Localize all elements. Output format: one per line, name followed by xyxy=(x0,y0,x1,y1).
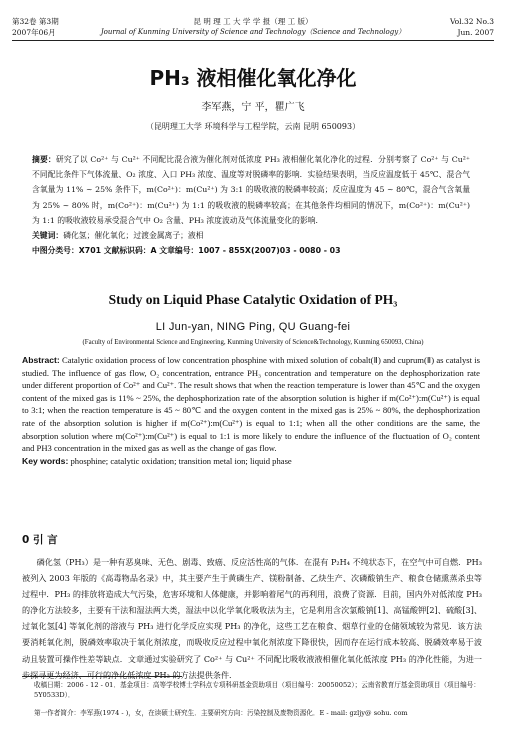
abstract-text-en: Catalytic oxidation process of low concentration phosphine with mixed solution of cobalt(Ⅱ) and cuprum(Ⅱ) as catalyst is studied. The influence of gas flow, O₂ concentration, entrance PH₃ concentration and temperature on the dephosphorization rate under different proportion of Co²⁺ and Cu²⁺. The result shows that when the reaction temperature is lower than 45℃ and the oxygen content of the mixed gas is 11% ~ 25%, the dephosphorization rate of the absorption solution is higher if m(Co²⁺):m(Cu²⁺) is equal to 3:1; when the reaction temperature is 45 ~ 80℃ and the oxygen content in the mixed gas is 25% ~ 80%, the dephosphorization rate of the absorption solution is higher if m(Co²⁺):m(Cu²⁺) is equal to 1:1; when all the other conditions are the same, the absorption solution where m(Co²⁺):m(Cu²⁺) is equal to 1:1 is more likely to endure the influence of the fluctuation of O₂ content and PH3 concentration in the mixed gas as well as the change of gas flow. xyxy=(22,355,480,454)
footnote-author-info: 第一作者简介：李军燕(1974 - )，女，在读硕士研究生．主要研究方向：污染控制及废物资源化．E - mail: gzljy@ sohu. com xyxy=(34,709,408,717)
keywords-en: phosphine; catalytic oxidation; transition metal ion; liquid phase xyxy=(70,455,292,466)
abstract-cn xyxy=(32,152,470,258)
article-title-en: Study on Liquid Phase Catalytic Oxidation of PH₃ xyxy=(108,292,398,307)
abstract-en xyxy=(22,354,480,467)
keywords-cn: 磷化氢；催化氧化；过渡金属离子；液相 xyxy=(63,231,204,241)
header-rule xyxy=(12,40,494,41)
section-heading: 0 引 言 xyxy=(22,534,58,546)
date-cn: 2007年06月 xyxy=(12,28,56,37)
abstract-label-en: Abstract: xyxy=(22,355,60,365)
date-en: Jun. 2007 xyxy=(457,28,494,37)
classification-cn: 中图分类号：X701 文献标识码：A 文章编号：1007 - 855X(2007)03 - 0080 - 03 xyxy=(32,246,341,256)
keywords-label-en: Key words: xyxy=(22,455,69,466)
volume-issue-cn: 第32卷 第3期 xyxy=(12,17,59,26)
intro-paragraph: 磷化氢（PH₃）是一种有恶臭味、无色、剧毒、致癌、反应活性高的气体．在混有 P₂H₄ 不纯状态下，在空气中可自燃．PH₃ 被列入 2003 年版的《高毒物品名录》中，其主要产生于黄磷生产、镁粉制备、乙炔生产、次磷酸钠生产、粮食仓储熏蒸杀虫等过程中．PH₃ 的排放将造成大气污染，危害环境和人体健康，并影响着尾气的再利用，浪费了资源．目前，国内外对低浓度 PH₃ 的净化方法较多，主要有干法和湿法两大类，湿法中以化学氧化吸收法为主，它是利用含次氯酸钠[1]、高锰酸钾[2]、硫酸[3]、过氧化氢[4] 等氧化剂的溶液与 PH₃ 进行化学反应实现 PH₃ 的净化，这些工艺在粮食、烟草行业的仓储领域较为常见．该方法要消耗氧化剂，脱磷效率取决于氧化剂浓度，而吸收反应过程中氧化剂浓度下降很快，因而存在运行成本较高、脱磷效率易于波动且装置可操作性差等缺点．文章通过实验研究了 Co²⁺ 与 Cu²⁺ 不同配比吸收液液相催化氧化低浓度 PH₃ 的净化性能，为进一步探寻更为经济、可行的净化低浓度 PH₃ 的方法提供条件． xyxy=(22,557,482,680)
authors-en: LI Jun-yan, NING Ping, QU Guang-fei xyxy=(155,321,351,333)
affiliation-en: (Faculty of Environmental Science and Engineering, Kunming University of Science&Technology, Kunming 650093, China) xyxy=(82,339,424,346)
article-title-cn: PH₃ 液相催化氧化净化 xyxy=(149,66,357,90)
affiliation-cn: （昆明理工大学 环境科学与工程学院，云南 昆明 650093） xyxy=(145,122,361,131)
abstract-label-cn: 摘要： xyxy=(32,155,56,164)
journal-name-en: Journal of Kunming University of Science and Technology（Science and Technology） xyxy=(100,28,406,36)
authors-cn: 李军燕，宁 平，瞿广飞 xyxy=(201,102,305,113)
abstract-text-cn: 研究了以 Co²⁺ 与 Cu²⁺ 不同配比混合液为催化剂对低浓度 PH₃ 液相催化氧化净化的过程．分别考察了 Co²⁺ 与 Cu²⁺ 不同配比条件下气体流量、O₂ 浓度、入口 PH₃ 浓度、温度等对脱磷率的影响．实验结果表明，当反应温度低于 45℃、混合气含氧量为 11% ~ 25% 条件下，m(Co²⁺)：m(Cu²⁺) 为 3:1 的吸收液的脱磷率较高；反应温度为 45 ~ 80℃，混合气含氧量为 25% ~ 80% 时，m(Co²⁺)：m(Cu²⁺) 为 1:1 的吸收液的脱磷率较高；在其他条件均相同的情况下，m(Co²⁺)：m(Cu²⁺) 为 1:1 的吸收液较易承受混合气中 O₂ 含量、PH₃ 浓度波动及气体流量变化的影响． xyxy=(32,155,470,225)
footnote-rule xyxy=(22,676,182,677)
keywords-label-cn: 关键词： xyxy=(32,231,64,241)
footnote-received: 收稿日期：2006 - 12 - 01．基金项目：高等学校博士学科点专项科研基金资助项目（项目编号：20050052）；云南省教育厅基金资助项目（项目编号：5Y0533D）． xyxy=(34,681,480,699)
volume-issue-en: Vol.32 No.3 xyxy=(449,17,494,26)
journal-name-cn: 昆 明 理 工 大 学 学 报（理 工 版） xyxy=(193,17,313,26)
